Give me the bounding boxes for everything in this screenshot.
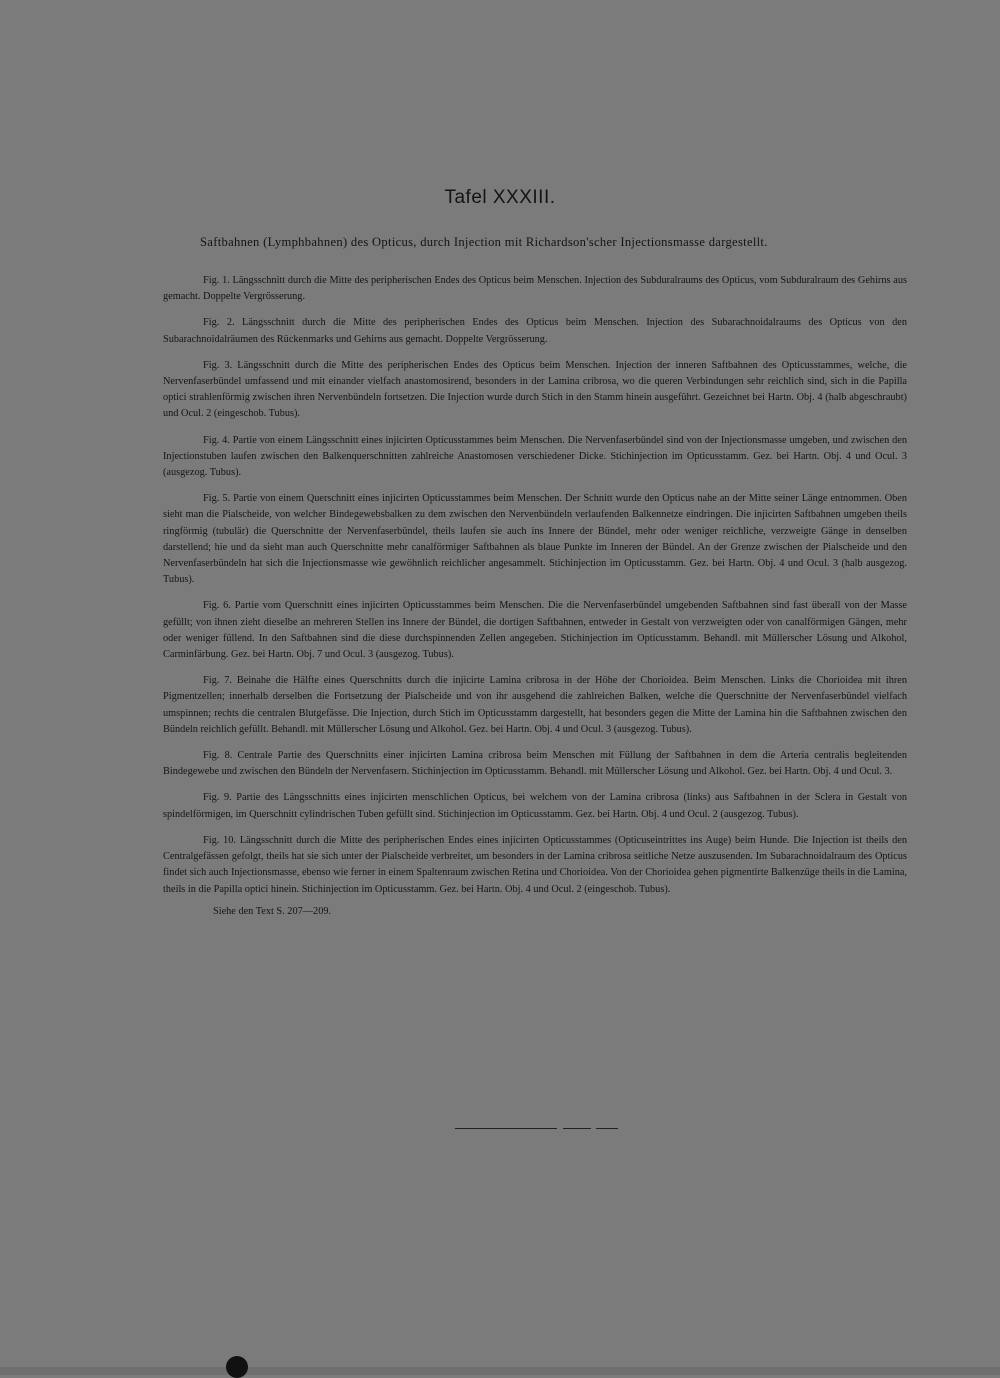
figure-descriptions [163,273,907,917]
figure-description-5: Fig. 5. Partie von einem Querschnitt eines injicirten Opticusstammes beim Menschen. Der Schnitt wurde den Opticus nahe an der Mitte seiner Länge entnommen. Oben sieht man die Pialscheide, von welcher Bindegewebsbalken zu dem zwischen den Nervenbündeln verlaufenden Balkennetze eindringen. Die injicirten Saftbahnen umgeben theils ringförmig (tubulär) die Querschnitte der Nervenfaserbündel, theils laufen sie auch ins Innere der Bündel, mehr oder weniger reichliche, verzweigte Gänge in denselben darstellend; hie und da sieht man auch Querschnitte mehr canalförmiger Saftbahnen als blaue Punkte im Inneren der Bündel. An der Grenze zwischen der Pialscheide und den Nervenfaserbündeln hat sich die Injectionsmasse wie gewöhnlich reichlicher angesammelt. Stichinjection im Opticusstamm. Gez. bei Hartn. Obj. 4 und Ocul. 3 (halb ausgezog. Tubus). [163,493,907,586]
bottom-edge-shadow [0,1367,1000,1375]
figure-description-2: Fig. 2. Längsschnitt durch die Mitte des peripherischen Endes des Opticus beim Menschen. Injection des Subarachnoidalraums des Opticus von den Subarachnoidalräumen des Rückenmarks und Gehirns aus gemacht. Doppelte Vergrösserung. [163,317,907,345]
closing-rule-segment [455,1128,557,1129]
plate-title: Tafel XXXIII. [444,187,556,208]
figure-description-3: Fig. 3. Längsschnitt durch die Mitte des peripherischen Endes des Opticus beim Menschen. Injection der inneren Saftbahnen des Opticusstammes, welche, die Nervenfaserbündel umfassend und mit einander vielfach anastomosirend, besonders in der Lamina cribrosa, wo die queren Verbindungen sehr reichlich sind, sich in die Papilla optici strahlenförmig zwischen ihren Nervenbündeln fortsetzen. Die Injection wurde durch Stich in den Stamm hinein ausgeführt. Gezeichnet bei Hartn. Obj. 4 (halb abgeschraubt) und Ocul. 2 (eingeschob. Tubus). [163,359,907,420]
figure-description-10: Fig. 10. Längsschnitt durch die Mitte des peripherischen Endes eines injicirten Opticusstammes (Opticuseintrittes ins Auge) beim Hunde. Die Injection ist theils den Centralgefässen gefolgt, theils hat sie sich unter der Pialscheide verbreitet, um besonders in der Lamina cribrosa seitliche Netze auszusenden. Im Subarachnoidalraum des Opticus findet sich auch Injectionsmasse, ebenso wie ferner in einem Spaltenraum zwischen Retina und Chorioidea. Von der Chorioidea gehen pigmentirte Balkenzüge theils in die Lamina, theils in die Papilla optici hinein. Stichinjection im Opticusstamm. Gez. bei Hartn. Obj. 4 und Ocul. 2 (eingeschob. Tubus). [163,834,907,895]
figure-description-4: Fig. 4. Partie von einem Längsschnitt eines injicirten Opticusstammes beim Menschen. Die Nervenfaserbündel sind von der Injectionsmasse umgeben, und zwischen den Injectionstuben laufen zwischen den Balkenquerschnitten zahlreiche Anastomosen verschiedener Dicke. Stichinjection im Opticusstamm. Gez. bei Hartn. Obj. 4 und Ocul. 3 (ausgezog. Tubus). [163,434,907,479]
text-reference-note: Siehe den Text S. 207—209. [213,905,332,917]
figure-description-1: Fig. 1. Längsschnitt durch die Mitte des peripherischen Endes des Opticus beim Menschen. Injection des Subduralraums des Opticus, vom Subduralraum des Gehirns aus gemacht. Doppelte Vergrösserung. [163,275,907,303]
closing-rule-segment [596,1128,618,1129]
figure-description-6: Fig. 6. Partie vom Querschnitt eines injicirten Opticusstammes beim Menschen. Die die Nervenfaserbündel umgebenden Saftbahnen sind fast überall von der Masse gefüllt; von ihnen zieht dieselbe an mehreren Stellen ins Innere der Bündel, die dortigen Saftbahnen, entweder in Gestalt von verzweigten oder von canalförmigen Gängen, mehr oder weniger füllend. In den Saftbahnen sind die diese durchspinnenden Zellen angegeben. Stichinjection im Opticusstamm. Behandl. mit Müllerscher Lösung und Alkohol, Carminfärbung. Gez. bei Hartn. Obj. 7 und Ocul. 3 (ausgezog. Tubus). [163,600,907,661]
figure-description-8: Fig. 8. Centrale Partie des Querschnitts einer injicirten Lamina cribrosa beim Menschen mit Füllung der Saftbahnen in dem die Arteria centralis begleitenden Bindegewebe und zwischen den Bündeln der Nervenfasern. Stichinjection im Opticusstamm. Behandl. mit Müllerscher Lösung und Alkohol. Gez. bei Hartn. Obj. 4 und Ocul. 3. [163,750,907,778]
plate-subtitle: Saftbahnen (Lymphbahnen) des Opticus, durch Injection mit Richardson'scher Injectionsmasse dargestellt. [200,235,768,249]
figure-description-7: Fig. 7. Beinahe die Hälfte eines Querschnitts durch die injicirte Lamina cribrosa in der Höhe der Chorioidea. Beim Menschen. Links die Chorioidea mit ihren Pigmentzellen; innerhalb derselben die Fortsetzung der Pialscheide und von ihr ausgehend die zahlreichen Balken, welche die Querschnitte der Nervenfaserbündel vielfach umspinnen; rechts die centralen Blutgefässe. Die Injection, durch Stich im Opticusstamm dargestellt, hat besonders gegen die Mitte der Lamina hin die Saftbahnen zwischen den Bündeln reichlich gefüllt. Behandl. mit Müllerscher Lösung und Alkohol. Gez. bei Hartn. Obj. 4 und Ocul. 3 (ausgezog. Tubus). [163,675,907,735]
closing-rule-segment [563,1128,591,1129]
figure-description-9: Fig. 9. Partie des Längsschnitts eines injicirten menschlichen Opticus, bei welchem von der Lamina cribrosa (links) aus Saftbahnen in der Sclera in Gestalt von spindelförmigen, im Querschnitt cylindrischen Tuben gefüllt sind. Stichinjection im Opticusstamm. Gez. bei Hartn. Obj. 4 und Ocul. 2 (ausgezog. Tubus). [163,792,907,820]
